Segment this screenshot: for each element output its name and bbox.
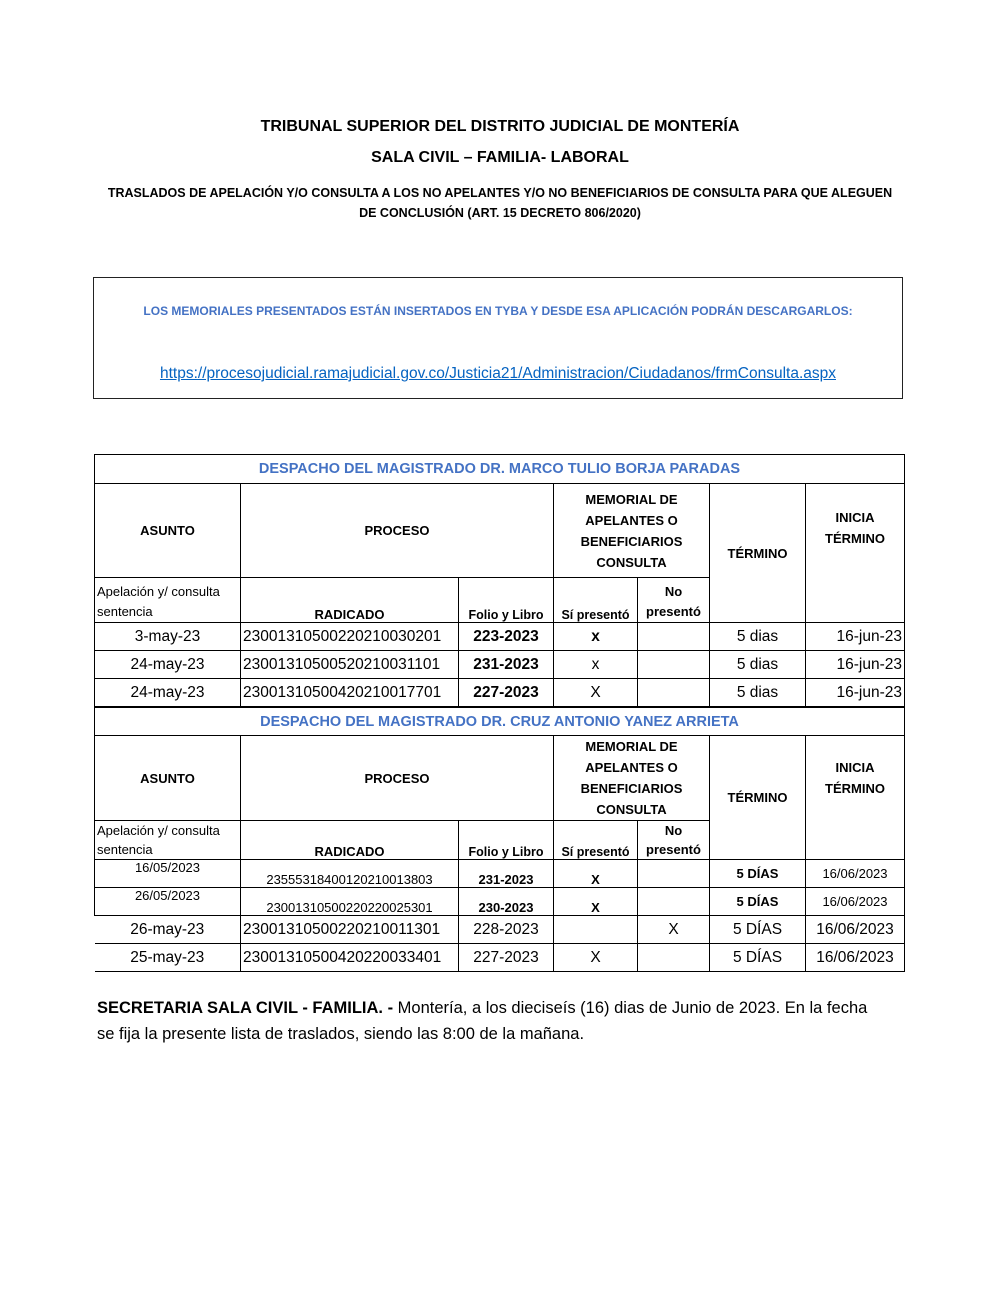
cell-fecha: 16/05/2023 — [95, 860, 241, 888]
despacho-title: DESPACHO DEL MAGISTRADO DR. CRUZ ANTONIO YANEZ ARRIETA — [95, 708, 905, 736]
col-si: Sí presentó — [554, 578, 638, 623]
cell-folio: 230-2023 — [459, 888, 554, 916]
col-memorial: MEMORIAL DE APELANTES O BENEFICIARIOS CONSULTA — [554, 736, 710, 821]
cell-no — [638, 888, 710, 916]
cell-termino: 5 dias — [710, 623, 806, 651]
cell-fecha: 25-may-23 — [95, 944, 241, 972]
cell-no: X — [638, 916, 710, 944]
table-row — [95, 944, 905, 972]
cell-fecha: 3-may-23 — [95, 623, 241, 651]
cell-inicia: 16/06/2023 — [806, 860, 905, 888]
cell-no — [638, 944, 710, 972]
table-row — [95, 860, 905, 888]
cell-inicia: 16/06/2023 — [806, 916, 905, 944]
cell-termino: 5 dias — [710, 651, 806, 679]
cell-radicado: 23001310500420210017701 — [241, 679, 459, 707]
cell-radicado: 23001310500220220025301 — [241, 888, 459, 916]
despacho-title: DESPACHO DEL MAGISTRADO DR. MARCO TULIO BORJA PARADAS — [95, 455, 905, 484]
cell-inicia: 16/06/2023 — [806, 944, 905, 972]
col-folio: Folio y Libro — [459, 821, 554, 860]
cell-si: x — [554, 651, 638, 679]
chamber-title: SALA CIVIL – FAMILIA- LABORAL — [371, 149, 629, 166]
cell-termino: 5 DÍAS — [710, 888, 806, 916]
cell-inicia: 16-jun-23 — [806, 623, 905, 651]
table-row — [95, 679, 905, 707]
cell-inicia: 16-jun-23 — [806, 651, 905, 679]
col-asunto-sub: Apelación y/ consulta sentencia — [95, 578, 241, 623]
despacho-table-yanez — [94, 707, 905, 972]
court-title: TRIBUNAL SUPERIOR DEL DISTRITO JUDICIAL DE MONTERÍA — [260, 118, 740, 135]
despacho-table-borja — [94, 454, 905, 707]
cell-fecha: 24-may-23 — [95, 651, 241, 679]
cell-no — [638, 651, 710, 679]
col-memorial: MEMORIAL DE APELANTES O BENEFICIARIOS CONSULTA — [554, 484, 710, 578]
notice-message: LOS MEMORIALES PRESENTADOS ESTÁN INSERTADOS EN TYBA Y DESDE ESA APLICACIÓN PODRÁN DESCARGARLOS: — [143, 304, 853, 318]
cell-si: x — [554, 623, 638, 651]
cell-radicado: 23001310500220210011301 — [241, 916, 459, 944]
cell-fecha: 26/05/2023 — [95, 888, 241, 916]
col-no: No presentó — [638, 821, 710, 860]
document-subtitle: TRASLADOS DE APELACIÓN Y/O CONSULTA A LOS NO APELANTES Y/O NO BENEFICIARIOS DE CONSULTA PARA QUE ALEGUEN DE CONCLUSIÓN (ART. 15 DECRETO 806/2020) — [107, 186, 893, 220]
col-radicado: RADICADO — [241, 578, 459, 623]
cell-no — [638, 860, 710, 888]
table-row — [95, 916, 905, 944]
cell-no — [638, 679, 710, 707]
cell-radicado: 23555318400120210013803 — [241, 860, 459, 888]
cell-radicado: 23001310500420220033401 — [241, 944, 459, 972]
notice-box — [93, 277, 903, 399]
cell-inicia: 16/06/2023 — [806, 888, 905, 916]
col-asunto-sub: Apelación y/ consulta sentencia — [95, 821, 241, 860]
cell-folio: 231-2023 — [459, 651, 554, 679]
col-folio: Folio y Libro — [459, 578, 554, 623]
cell-folio: 223-2023 — [459, 623, 554, 651]
cell-radicado: 23001310500520210031101 — [241, 651, 459, 679]
cell-si: X — [554, 944, 638, 972]
cell-fecha: 24-may-23 — [95, 679, 241, 707]
cell-termino: 5 DÍAS — [710, 944, 806, 972]
cell-si: X — [554, 860, 638, 888]
col-inicia: INICIA TÉRMINO — [806, 484, 905, 623]
cell-si — [554, 916, 638, 944]
cell-fecha: 26-may-23 — [95, 916, 241, 944]
cell-inicia: 16-jun-23 — [806, 679, 905, 707]
footer-text: Montería, a los dieciseís (16) dias de Junio de 2023. En la fecha se fija la presente lista de traslados, siendo las 8:00 de la mañana. — [97, 999, 868, 1043]
consulta-link[interactable]: https://procesojudicial.ramajudicial.gov.co/Justicia21/Administracion/Ciudadanos/frmConsulta.aspx — [159, 365, 836, 382]
col-proceso: PROCESO — [241, 484, 554, 578]
cell-folio: 227-2023 — [459, 944, 554, 972]
cell-termino: 5 dias — [710, 679, 806, 707]
col-termino: TÉRMINO — [710, 736, 806, 860]
col-no: No presentó — [638, 578, 710, 623]
col-si: Sí presentó — [554, 821, 638, 860]
table-row — [95, 623, 905, 651]
col-asunto: ASUNTO — [95, 736, 241, 821]
footer-lead: SECRETARIA SALA CIVIL - FAMILIA. - — [97, 999, 394, 1017]
cell-folio: 228-2023 — [459, 916, 554, 944]
table-row — [95, 888, 905, 916]
col-asunto: ASUNTO — [95, 484, 241, 578]
col-inicia: INICIA TÉRMINO — [806, 736, 905, 860]
col-termino: TÉRMINO — [710, 484, 806, 623]
cell-si: X — [554, 679, 638, 707]
col-radicado: RADICADO — [241, 821, 459, 860]
cell-radicado: 23001310500220210030201 — [241, 623, 459, 651]
cell-si: X — [554, 888, 638, 916]
table-row — [95, 651, 905, 679]
col-proceso: PROCESO — [241, 736, 554, 821]
cell-folio: 227-2023 — [459, 679, 554, 707]
cell-termino: 5 DÍAS — [710, 860, 806, 888]
cell-termino: 5 DÍAS — [710, 916, 806, 944]
cell-folio: 231-2023 — [459, 860, 554, 888]
cell-no — [638, 623, 710, 651]
footer-note — [97, 995, 887, 1047]
